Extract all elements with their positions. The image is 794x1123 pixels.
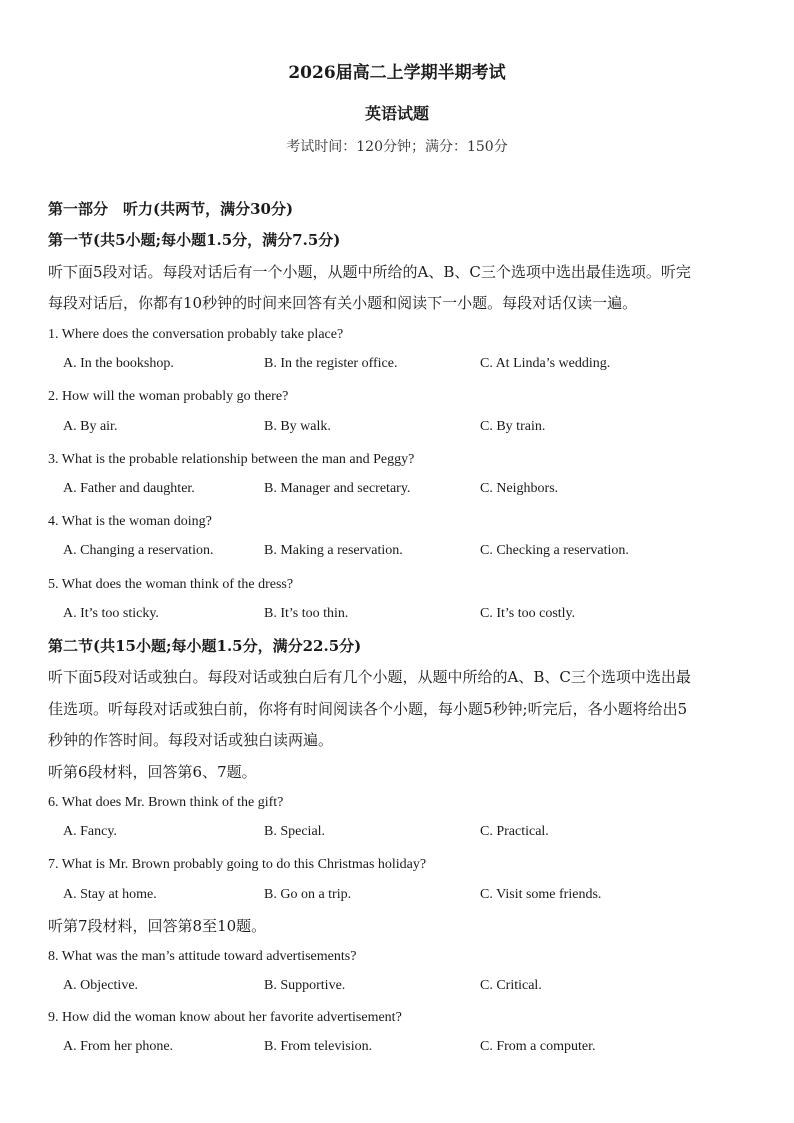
option-a: A. Fancy. (63, 824, 117, 839)
question-text: 2. How will the woman probably go there? (48, 389, 289, 404)
question-text: 8. What was the man’s attitude toward advertisements? (48, 949, 357, 964)
option-a: A. In the bookshop. (63, 356, 174, 371)
question-text: 9. How did the woman know about her favorite advertisement? (48, 1010, 402, 1025)
option-a: A. From her phone. (63, 1039, 174, 1054)
question-text: 1. Where does the conversation probably take place? (48, 327, 344, 342)
option-c: C. Checking a reservation. (480, 543, 629, 558)
option-c: C. It’s too costly. (480, 606, 576, 621)
question-text: 3. What is the probable relationship between the man and Peggy? (48, 452, 415, 467)
material-instruction: 听第6段材料，回答第6、7题。 (48, 763, 257, 781)
option-c: C. Visit some friends. (480, 887, 602, 902)
option-c: C. At Linda’s wedding. (480, 356, 611, 371)
option-b: B. From television. (264, 1039, 373, 1054)
option-b: B. Manager and secretary. (264, 481, 411, 496)
option-a: A. Father and daughter. (63, 481, 195, 496)
material-instruction: 听第7段材料，回答第8至10题。 (48, 917, 267, 935)
option-c: C. By train. (480, 419, 546, 434)
question-text: 6. What does Mr. Brown think of the gift? (48, 795, 284, 810)
subject-title: 英语试题 (364, 104, 429, 123)
section1-heading: 第一节(共5小题;每小题1.5分，满分7.5分) (48, 231, 341, 249)
section1-instruction-line: 听下面5段对话。每段对话后有一个小题，从题中所给的A、B、C三个选项中选出最佳选项。听完 (48, 263, 691, 281)
question-text: 7. What is Mr. Brown probably going to do this Christmas holiday? (48, 857, 427, 872)
option-a: A. Objective. (63, 978, 139, 993)
option-c: C. From a computer. (480, 1039, 596, 1054)
option-c: C. Critical. (480, 978, 542, 993)
option-a: A. Changing a reservation. (63, 543, 214, 558)
question-text: 4. What is the woman doing? (48, 514, 212, 529)
exam-title: 2026届高二上学期半期考试 (288, 63, 506, 83)
section2-instruction-line: 听下面5段对话或独白。每段对话或独白后有几个小题，从题中所给的A、B、C三个选项中选出最 (48, 668, 691, 686)
option-b: B. It’s too thin. (264, 606, 349, 621)
question-text: 5. What does the woman think of the dress? (48, 577, 294, 592)
option-b: B. Making a reservation. (264, 543, 403, 558)
option-b: B. Supportive. (264, 978, 346, 993)
part1-heading: 第一部分 听力(共两节，满分30分) (48, 200, 294, 218)
option-c: C. Neighbors. (480, 481, 559, 496)
option-a: A. Stay at home. (63, 887, 157, 902)
section2-instruction-line: 秒钟的作答时间。每段对话或独白读两遍。 (48, 731, 334, 749)
option-b: B. By walk. (264, 419, 331, 434)
option-c: C. Practical. (480, 824, 549, 839)
option-b: B. Go on a trip. (264, 887, 352, 902)
option-a: A. By air. (63, 419, 118, 434)
section2-instruction-line: 佳选项。听每段对话或独白前，你将有时间阅读各个小题，每小题5秒钟;听完后，各小题将给出5 (48, 700, 688, 718)
section1-instruction-line: 每段对话后，你都有10秒钟的时间来回答有关小题和阅读下一小题。每段对话仅读一遍。 (48, 294, 638, 312)
option-b: B. Special. (264, 824, 326, 839)
exam-info: 考试时间：120分钟；满分：150分 (286, 139, 508, 155)
option-a: A. It’s too sticky. (63, 606, 159, 621)
section2-heading: 第二节(共15小题;每小题1.5分，满分22.5分) (48, 637, 362, 655)
option-b: B. In the register office. (264, 356, 398, 371)
